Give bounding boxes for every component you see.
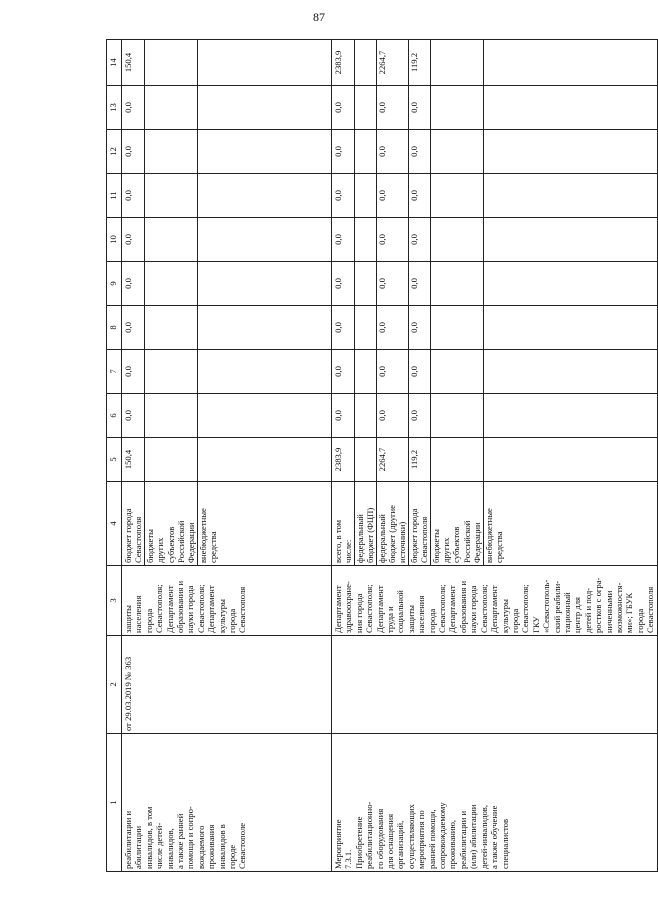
header-cell-1: 1 [107,734,122,872]
header-row [107,40,122,872]
funding-value: 0,0 [408,218,430,261]
value-cell-col-9 [332,262,658,306]
funding-value: 0,0 [408,86,430,129]
header-cell-5: 5 [107,438,122,482]
header-cell-11: 11 [107,174,122,218]
table-row [332,40,658,872]
funding-value [483,306,505,349]
funding-value: 2383,9 [333,447,343,472]
funding-value [430,86,483,129]
funding-source-label: бюджеты других субъектов Российской Федерации [430,482,483,565]
funding-value: 0,0 [333,410,343,421]
funding-value [430,394,483,437]
value-cell-col-10 [122,218,332,262]
funding-value [144,262,197,305]
funding-value: 0,0 [333,234,343,245]
value-cell-col-7 [332,350,658,394]
funding-value: 2264,7 [376,438,408,481]
funding-value: 0,0 [376,218,408,261]
funding-value: 0,0 [333,366,343,377]
value-cell-col-9 [122,262,332,306]
funding-source-label: бюджеты других субъектов Российской Федерации [144,482,197,565]
funding-value: 0,0 [376,174,408,217]
header-cell-13: 13 [107,86,122,130]
funding-value: 0,0 [408,262,430,305]
funding-value [354,350,376,393]
funding-value: 0,0 [408,394,430,437]
value-cell-col-13 [122,86,332,130]
funding-value [430,350,483,393]
funding-value: 0,0 [408,130,430,173]
funding-source-label: внебюджетные средства [197,482,219,565]
funding-value [197,350,219,393]
value-cell-col-11 [122,174,332,218]
funding-value [430,438,483,481]
funding-value: 119,2 [408,40,430,85]
funding-source-label: бюджет города Севастополя [123,508,144,563]
funding-value [197,306,219,349]
funding-value [354,130,376,173]
funding-value [197,130,219,173]
funding-value: 2383,9 [333,50,343,75]
funding-value [430,262,483,305]
value-cell-col-14 [332,40,658,86]
funding-value [144,350,197,393]
funding-value [144,174,197,217]
funding-value [483,40,505,85]
funding-value [430,174,483,217]
value-cell-col-12 [122,130,332,174]
funding-value: 150,4 [123,449,133,470]
value-cell-col-12 [332,130,658,174]
header-cell-3: 3 [107,566,122,636]
header-cell-9: 9 [107,262,122,306]
funding-value [430,130,483,173]
header-cell-6: 6 [107,394,122,438]
funding-value: 0,0 [408,350,430,393]
program-activities-table [106,39,658,872]
funding-value [197,438,219,481]
funding-source-label: федеральный бюджет (ФЦП) [354,482,376,565]
funding-value: 2264,7 [376,40,408,85]
value-cell-col-6 [122,394,332,438]
funding-value [144,86,197,129]
value-cell-col-7 [122,350,332,394]
funding-value [144,40,197,85]
funding-value [483,218,505,261]
funding-source-label: бюджет города Севастополя [408,482,430,565]
funding-value: 0,0 [376,350,408,393]
value-cell-col-8 [122,306,332,350]
funding-value: 0,0 [123,234,133,245]
funding-value: 0,0 [123,190,133,201]
funding-value [483,350,505,393]
funding-value: 0,0 [333,278,343,289]
activity-name-cell: Мероприятие 7.3.1. Приобретение реабилитационно- го оборудования для оснащения организаций, осуществляющих мероприятия по ранней помощи, сопровождаемому проживанию, реабилитации и (или) абилитации детей-инвалидов, а также обучение специалистов [332,734,658,872]
funding-value [483,438,505,481]
funding-value: 0,0 [333,322,343,333]
header-cell-14: 14 [107,40,122,86]
funding-value [354,86,376,129]
funding-value: 0,0 [333,146,343,157]
funding-value [483,174,505,217]
funding-value [144,394,197,437]
funding-value: 0,0 [376,130,408,173]
funding-value [483,86,505,129]
funding-value [197,218,219,261]
value-cell-col-10 [332,218,658,262]
funding-sources-cell [122,482,332,566]
value-cell-col-14 [122,40,332,86]
funding-value [197,174,219,217]
header-cell-12: 12 [107,130,122,174]
funding-value: 0,0 [408,306,430,349]
table-row [122,40,332,872]
funding-value: 0,0 [333,190,343,201]
funding-value [144,130,197,173]
funding-value [354,438,376,481]
value-cell-col-8 [332,306,658,350]
header-cell-4: 4 [107,482,122,566]
funding-value [144,218,197,261]
funding-value [197,40,219,85]
funding-value: 0,0 [123,146,133,157]
funding-source-label: всего, в том числе: [333,519,354,563]
value-cell-col-5 [332,438,658,482]
funding-value: 150,4 [123,52,133,73]
funding-source-label: федеральный бюджет (другие источники) [376,482,408,565]
funding-value [354,394,376,437]
funding-value [354,40,376,85]
header-cell-7: 7 [107,350,122,394]
funding-value: 0,0 [333,102,343,113]
funding-value [430,40,483,85]
executors-cell: Департамент здравоохране- ния города Севастополя; Департамент труда и социальной защиты населения города Севастополя; Департамент образования и науки города Севастополя; Департамент культуры города Севастополя; ГКУ «Севастополь- ский реабили- тационный центр для детей и под- ростков с огра- ниченными возможностя- ми»; ГБУК города Севастополя [332,566,658,636]
funding-value [197,394,219,437]
funding-value: 0,0 [376,394,408,437]
funding-value [144,438,197,481]
funding-value [354,218,376,261]
funding-value: 119,2 [408,438,430,481]
header-cell-2: 2 [107,636,122,734]
funding-value [430,218,483,261]
funding-value: 0,0 [123,278,133,289]
header-cell-10: 10 [107,218,122,262]
funding-value: 0,0 [123,102,133,113]
rotated-table-container [106,40,656,872]
funding-value: 0,0 [408,174,430,217]
funding-value: 0,0 [123,366,133,377]
funding-value [197,86,219,129]
executors-cell: защиты населения города Севастополя; Департамент образования и науки города Севастополя; Департамент культуры города Севастополя [122,566,332,636]
value-cell-col-5 [122,438,332,482]
funding-value [354,262,376,305]
funding-value: 0,0 [123,322,133,333]
funding-value [354,174,376,217]
funding-source-label: внебюджетные средства [483,482,505,565]
value-cell-col-11 [332,174,658,218]
funding-value: 0,0 [123,410,133,421]
normative-act-cell [332,636,658,734]
funding-value: 0,0 [376,262,408,305]
normative-act-cell: от 29.03.2019 № 363 [122,636,332,734]
value-cell-col-13 [332,86,658,130]
funding-value [354,306,376,349]
funding-value [483,262,505,305]
funding-value [197,262,219,305]
header-cell-8: 8 [107,306,122,350]
page-number: 87 [313,10,325,24]
table-body [122,40,658,872]
funding-value [144,306,197,349]
activity-name-cell: реабилитации и абилитации инвалидов, в том числе детей- инвалидов, а также ранней помощи и сопро- вождаемого проживания инвалидов в городе Севастополе [122,734,332,872]
funding-value: 0,0 [376,86,408,129]
funding-value [430,306,483,349]
funding-value: 0,0 [376,306,408,349]
funding-sources-cell [332,482,658,566]
funding-value [483,394,505,437]
value-cell-col-6 [332,394,658,438]
funding-value [483,130,505,173]
